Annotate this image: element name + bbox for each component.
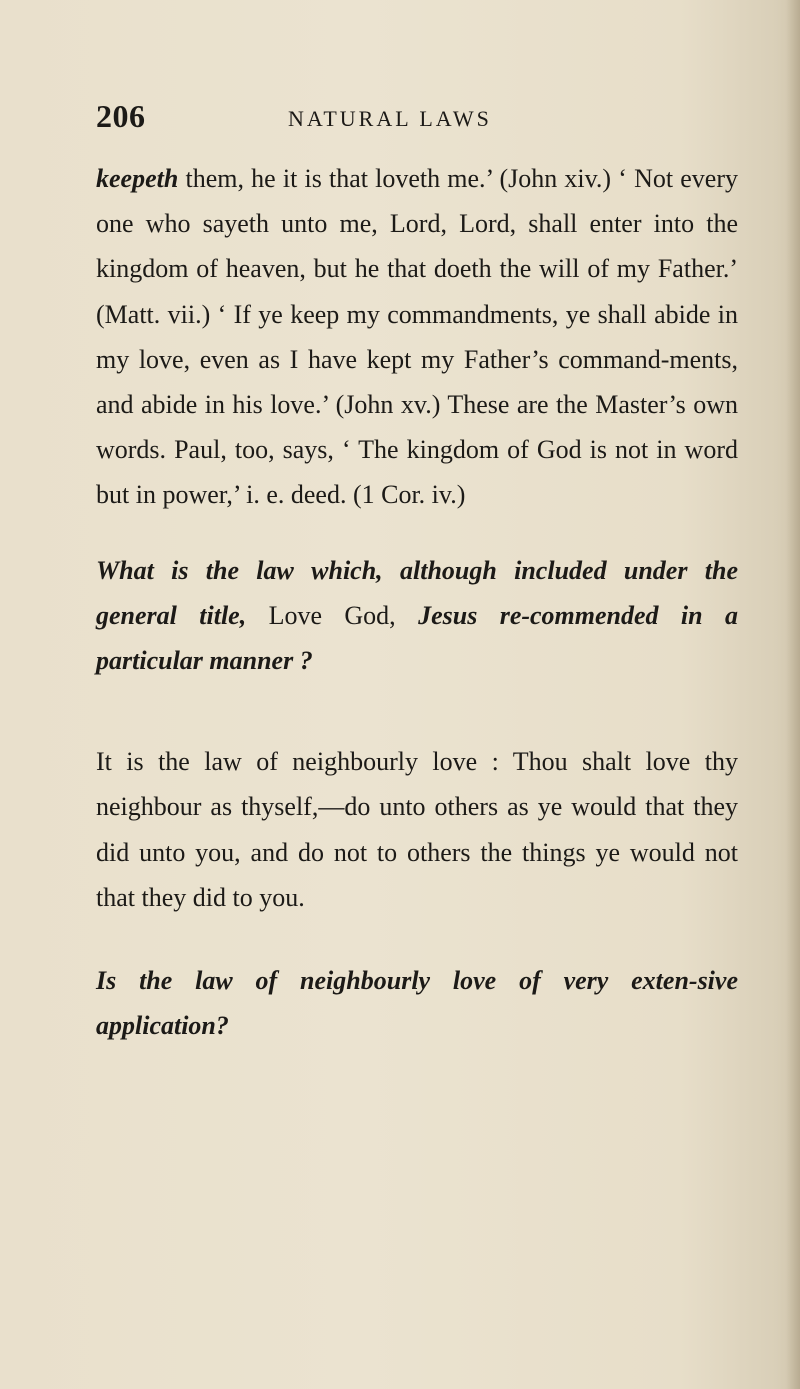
question-2: Is the law of neighbourly love of very exten-sive application?: [96, 966, 738, 1041]
paragraph-1: [96, 156, 738, 518]
running-title: NATURAL LAWS: [288, 106, 492, 131]
question-1-plain: Love God,: [268, 600, 419, 630]
question-1-part-2: Jesus re-commended in a particular manner ?: [96, 600, 739, 676]
paragraph-1-text: them, he it is that loveth me.’ (John xiv.) ‘ Not every one who sayeth unto me, Lord, Lord, shall enter into the kingdom of heaven, but he that doeth the will of my Father.’ (Matt. vii.) ‘ If ye keep my commandments, ye shall abide in my love, even as I have kept my Father’s command-ments, and abide in his love.’ (John xv.) These are the Master’s own words. Paul, too, says, ‘ The kingdom of God is not in word but in power,’ i. e. deed. (1 Cor. iv.): [96, 164, 738, 510]
answer-1: It is the law of neighbourly love : Thou shalt love thy neighbour as thyself,—do unto others as ye would that they did unto you, and do not to others the things ye would not that they did to you.: [96, 747, 738, 912]
body-text: [96, 156, 738, 1048]
page-number: 206: [96, 98, 146, 134]
page-header: [96, 98, 736, 144]
page-edge-shadow: [786, 0, 800, 1389]
spacer: [96, 683, 738, 739]
question-1: [96, 548, 738, 684]
question-1-part-1: What is the law which, although included under the general title,: [96, 555, 738, 630]
paragraph-1-lead-word: keepeth: [96, 164, 179, 193]
spacer: [96, 920, 738, 958]
spacer: [96, 518, 738, 548]
